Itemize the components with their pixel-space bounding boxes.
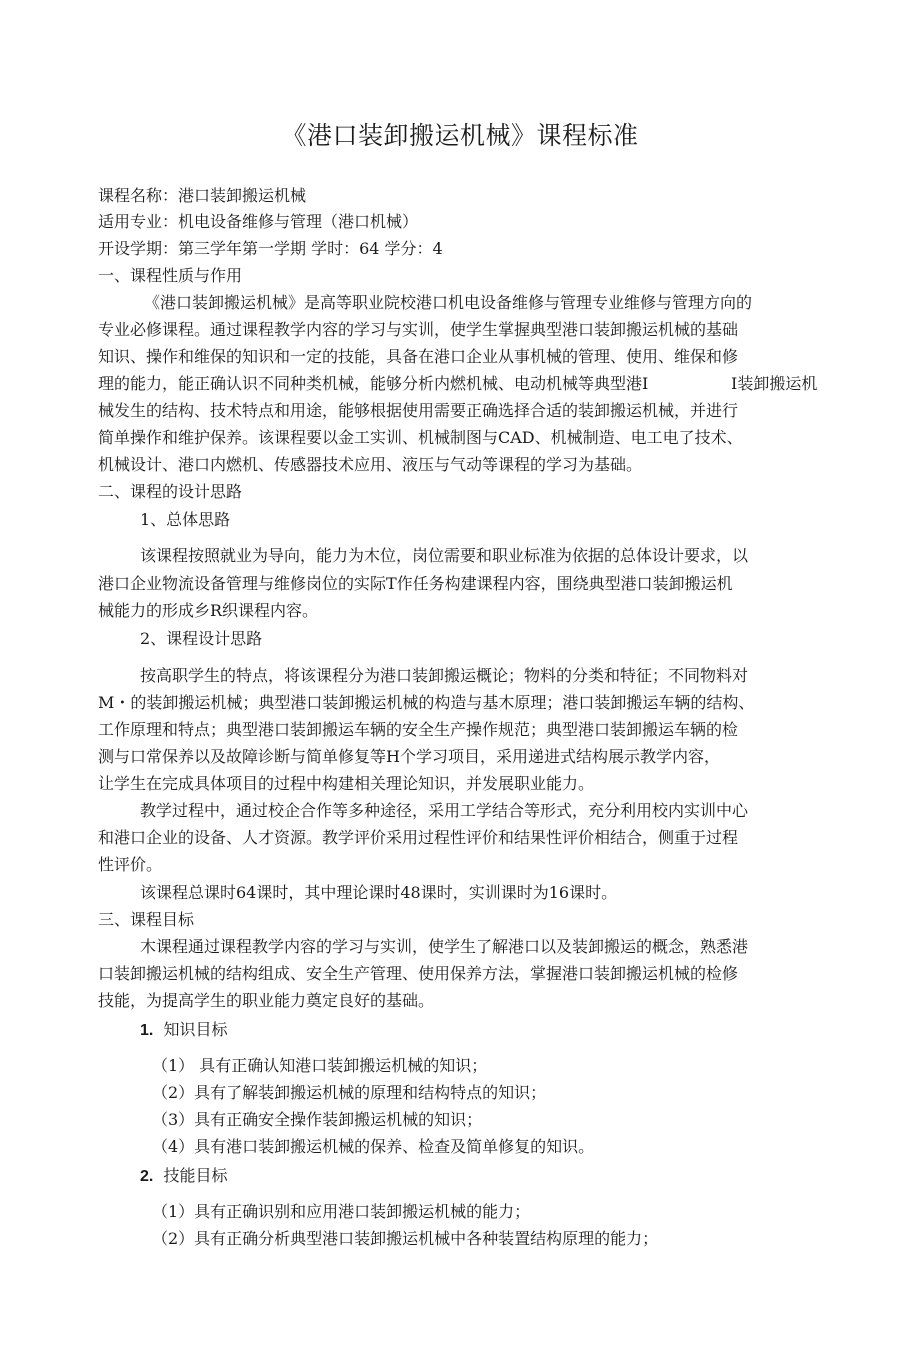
- paragraph-line: 测与口常保养以及故障诊断与简单修复等H个学习项目，采用递进式结构展示教学内容，: [98, 747, 720, 766]
- term-hours-credits: 开设学期：第三学年第一学期 学时：64 学分：4: [98, 239, 443, 258]
- heading-number: 1.: [140, 1022, 154, 1039]
- paragraph-line: 工作原理和特点；典型港口装卸搬运车辆的安全生产操作规范；典型港口装卸搬运车辆的检: [98, 720, 739, 739]
- list-item: （2）具有正确分析典型港口装卸搬运机械中各种装置结构原理的能力；: [152, 1229, 659, 1248]
- paragraph-line: 《港口装卸搬运机械》是高等职业院校港口机电设备维修与管理专业维修与管理方向的: [144, 293, 753, 312]
- paragraph-line: 性评价。: [98, 855, 163, 874]
- paragraph-line: 按高职学生的特点，将该课程分为港口装卸搬运概论；物料的分类和特征；不同物料对: [140, 666, 749, 685]
- section-heading: 一、课程性质与作用: [98, 266, 243, 285]
- paragraph-line: 和港口企业的设备、人才资源。教学评价采用过程性评价和结果性评价相结合，侧重于过程: [98, 828, 739, 847]
- list-item: （3）具有正确安全操作装卸搬运机械的知识；: [152, 1110, 483, 1129]
- subsection-heading: 1、总体思路: [140, 510, 231, 529]
- heading-text: 技能目标: [163, 1166, 228, 1185]
- paragraph-line: 简单操作和维护保养。该课程要以金工实训、机械制图与CAD、机械制造、电工电了技术、: [98, 428, 743, 447]
- section-heading: 三、课程目标: [98, 910, 195, 929]
- paragraph-line: 专业必修课程。通过课程教学内容的学习与实训，使学生掌握典型港口装卸搬运机械的基础: [98, 320, 739, 339]
- paragraph-line: 知识、操作和维保的知识和一定的技能，具备在港口企业从事机械的管理、使用、维保和修: [98, 347, 739, 366]
- paragraph-line: I装卸搬运机: [731, 374, 818, 393]
- list-item: （4）具有港口装卸搬运机械的保养、检查及简单修复的知识。: [152, 1137, 595, 1156]
- paragraph-line: 机械设计、港口内燃机、传感器技术应用、液压与气动等课程的学习为基础。: [98, 455, 643, 474]
- section-heading: 二、课程的设计思路: [98, 482, 243, 501]
- paragraph-line: 该课程总课时64课时，其中理论课时48课时，实训课时为16课时。: [140, 883, 618, 902]
- list-item: （1）具有正确识别和应用港口装卸搬运机械的能力；: [152, 1202, 531, 1221]
- paragraph-line: 械发生的结构、技术特点和用途，能够根据使用需要正确选择合适的装卸搬运机械，并进行: [98, 401, 739, 420]
- paragraph-line: 让学生在完成具体项目的过程中构建相关理论知识，并发展职业能力。: [98, 774, 595, 793]
- heading-number: 2.: [140, 1168, 154, 1185]
- paragraph-line: 口装卸搬运机械的结构组成、安全生产管理、使用保养方法，掌握港口装卸搬运机械的检修: [98, 964, 739, 983]
- paragraph-line: M・的装卸搬运机械；典型港口装卸搬运机械的构造与基木原理；港口装卸搬运车辆的结构、: [98, 693, 755, 712]
- paragraph-line: 械能力的形成乡R织课程内容。: [98, 601, 319, 620]
- document-title: 《港口装卸搬运机械》课程标准: [281, 121, 639, 150]
- knowledge-goals-heading: [140, 1020, 228, 1041]
- skill-goals-heading: [140, 1166, 228, 1187]
- paragraph-line: 港口企业物流设备管理与维修岗位的实际T作任务构建课程内容，围绕典型港口装卸搬运机: [98, 574, 733, 593]
- subsection-heading: 2、课程设计思路: [140, 629, 263, 648]
- heading-text: 知识目标: [163, 1020, 228, 1039]
- paragraph-line: 技能，为提高学生的职业能力奠定良好的基础。: [98, 991, 435, 1010]
- list-item: （1） 具有正确认知港口装卸搬运机械的知识；: [152, 1056, 488, 1075]
- paragraph-line: 木课程通过课程教学内容的学习与实训，使学生了解港口以及装卸搬运的概念，熟悉港: [140, 937, 749, 956]
- paragraph-line: 理的能力，能正确认识不同种类机械，能够分析内燃机械、电动机械等典型港I: [98, 374, 649, 393]
- list-item: （2）具有了解装卸搬运机械的原理和结构特点的知识；: [152, 1083, 547, 1102]
- paragraph-line: 该课程按照就业为导向，能力为木位，岗位需要和职业标准为依据的总体设计要求，以: [140, 546, 749, 565]
- paragraph-line: 教学过程中，通过校企合作等多种途径，采用工学结合等形式，充分利用校内实训中心: [140, 801, 749, 820]
- applicable-major: 适用专业：机电设备维修与管理（港口机械）: [98, 212, 419, 231]
- course-name: 课程名称：港口装卸搬运机械: [98, 186, 307, 205]
